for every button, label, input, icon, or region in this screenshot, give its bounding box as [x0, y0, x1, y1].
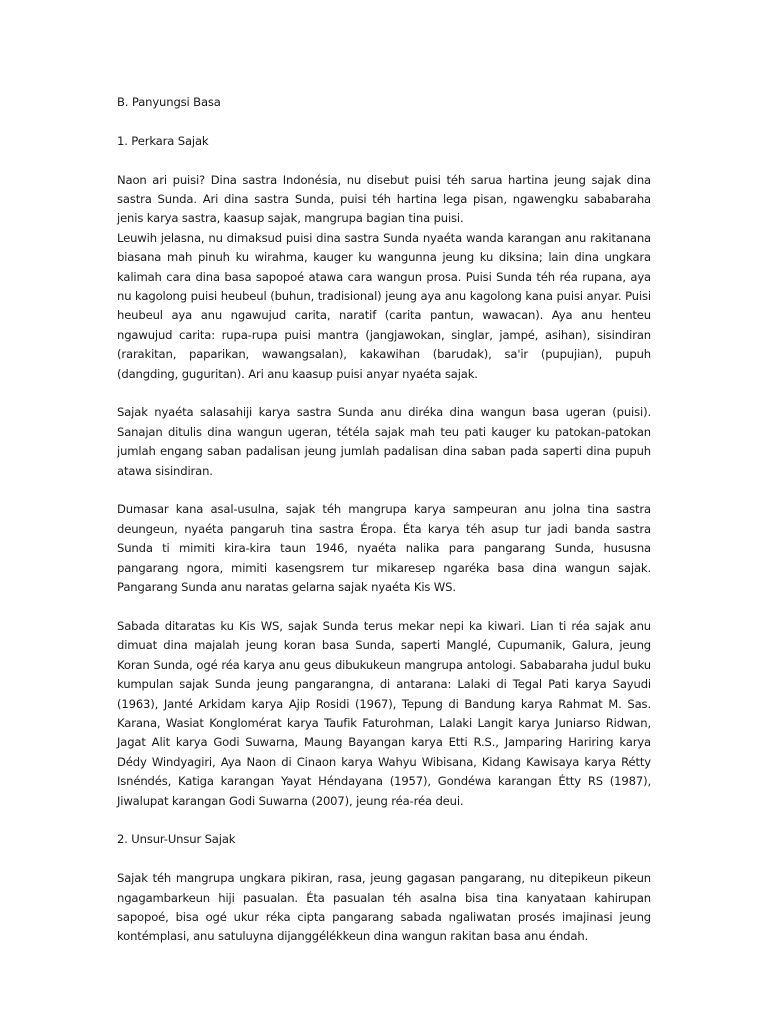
paragraph-sajak-origin: Dumasar kana asal-usulna, sajak téh mangrupa karya sampeuran anu jolna tina sastra deungeun, nyaéta pangaruh tina sastra Éropa. Éta karya téh asup tur jadi banda sastra Sunda ti mimiti kira-kira taun 1946, nyaéta nalika para pangarang Sunda, hususna pangarang ngora, mimiti kasengsrem tur mikaresep ngaréka basa dina wangun sajak. Pangarang Sunda anu naratas gelarna sajak nyaéta Kis WS.	[117, 502, 651, 595]
section-heading-b: B. Panyungsi Basa	[117, 95, 221, 109]
paragraph-sajak-elements: Sajak téh mangrupa ungkara pikiran, rasa, jeung gagasan pangarang, nu ditepikeun pikeun ngagambarkeun hiji pasualan. Éta pasualan téh asalna bisa tina kanyataan kahirupan sapopoé, bisa ogé ukur réka cipta pangarang sabada ngaliwatan prosés imajinasi jeung kontémplasi, anu satuluyna dijanggélékkeun dina wangun rakitan basa anu éndah.	[117, 871, 651, 944]
paragraph-sajak-development: Sabada ditaratas ku Kis WS, sajak Sunda terus mekar nepi ka kiwari. Lian ti réa sajak anu dimuat dina majalah jeung koran basa Sunda, saperti Manglé, Cupumanik, Galura, jeung Koran Sunda, ogé réa karya anu geus dibukukeun mangrupa antologi. Sababaraha judul buku kumpulan sajak Sunda jeung pangarangna, di antarana: Lalaki di Tegal Pati karya Sayudi (1963), Janté Arkidam karya Ajip Rosidi (1967), Tepung di Bandung karya Rahmat M. Sas. Karana, Wasiat Konglomérat karya Taufik Faturohman, Lalaki Langit karya Juniarso Ridwan, Jagat Alit karya Godi Suwarna, Maung Bayangan karya Etti R.S., Jamparing Hariring karya Dédy Windyagiri, Aya Naon di Cinaon karya Wahyu Wibisana, Kidang Kawisaya karya Rétty Isnéndés, Katiga karangan Yayat Héndayana (1957), Gondéwa karangan Étty RS (1987), Jiwalupat karangan Godi Suwarna (2007), jeung réa-réa deui.	[117, 618, 651, 808]
subsection-heading-2: 2. Unsur-Unsur Sajak	[117, 832, 236, 847]
subsection-heading-1: 1. Perkara Sajak	[117, 133, 209, 148]
paragraph-puisi-detail: Leuwih jelasna, nu dimaksud puisi dina sastra Sunda nyaéta wanda karangan anu rakitanana biasana mah pinuh ku wirahma, kauger ku wangunna jeung ku diksina; lain dina ungkara kalimah cara dina basa sapopoé atawa cara wangun prosa. Puisi Sunda téh réa rupana, aya nu kagolong puisi heubeul (buhun, tradisional) jeung aya anu kagolong kana puisi anyar. Puisi heubeul aya anu ngawujud carita, naratif (carita pantun, wawacan). Aya anu henteu ngawujud carita: rupa-rupa puisi mantra (jangjawokan, singlar, jampé, asihan), sisindiran (rarakitan, paparikan, wawangsalan), kakawihan (barudak), sa'ir (pupujian), pupuh (dangding, guguritan). Ari anu kaasup puisi anyar nyaéta sajak.	[117, 230, 651, 381]
document-page	[117, 93, 651, 966]
paragraph-puisi-intro: Naon ari puisi? Dina sastra Indonésia, nu disebut puisi téh sarua hartina jeung sajak dina sastra Sunda. Ari dina sastra Sunda, puisi téh hartina lega pisan, ngawengku sababaraha jenis karya sastra, kaasup sajak, mangrupa bagian tina puisi.	[117, 172, 651, 226]
paragraph-sajak-definition: Sajak nyaéta salasahiji karya sastra Sunda anu diréka dina wangun basa ugeran (puisi). Sanajan ditulis dina wangun ugeran, tétéla sajak mah teu pati kauger ku patokan-patokan jumlah engang saban padalisan jeung jumlah padalisan dina saban pada saperti dina pupuh atawa sisindiran.	[117, 405, 651, 478]
paragraph-puisi	[117, 171, 651, 384]
